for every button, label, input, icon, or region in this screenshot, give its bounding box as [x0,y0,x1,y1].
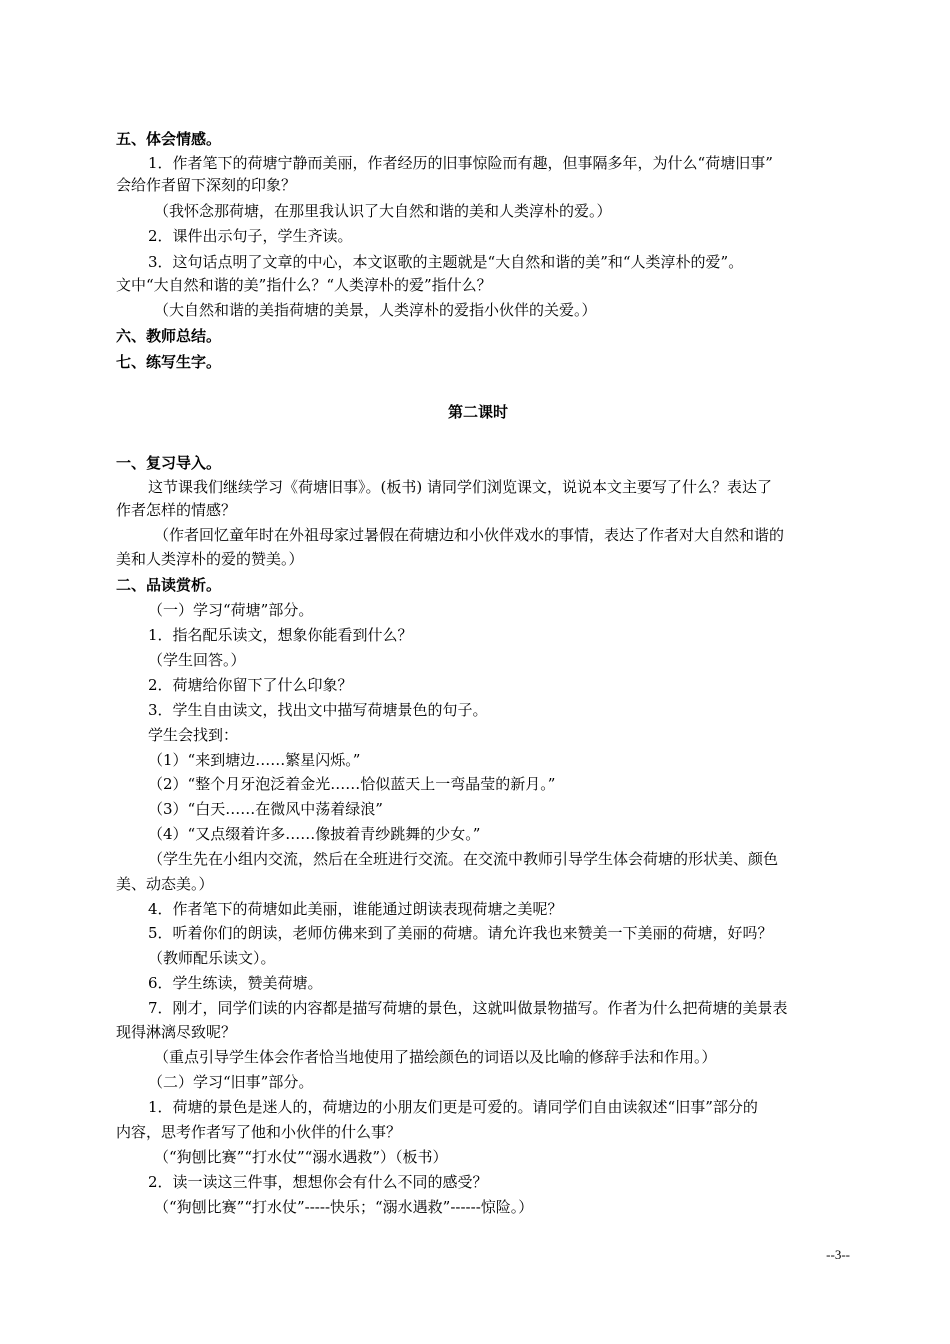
answer-note: （教师配乐读文）。 [148,949,276,967]
question: 5．听着你们的朗读，老师仿佛来到了美丽的荷塘。请允许我也来赞美一下美丽的荷塘，好吗？ [148,924,773,942]
question: 现得淋漓尽致呢？ [116,1023,237,1041]
section-seven-heading: 七、练写生字。 [116,353,222,371]
list-item: （2）“整个月牙泡泛着金光……恰似蓝天上一弯晶莹的新月。” [148,775,556,793]
paragraph: 2．课件出示句子，学生齐读。 [148,227,353,245]
question: 7．刚才，同学们读的内容都是描写荷塘的景色，这就叫做景物描写。作者为什么把荷塘的美景表 [148,999,788,1017]
paragraph: 3．这句话点明了文章的中心，本文讴歌的主题就是“大自然和谐的美”和“人类淳朴的爱”。 [148,253,744,271]
question: 内容，思考作者写了他和小伙伴的什么事？ [116,1123,402,1141]
section-two-heading: 二、品读赏析。 [116,576,222,594]
section-six-heading: 六、教师总结。 [116,327,222,345]
paragraph: 1．作者笔下的荷塘宁静而美丽，作者经历的旧事惊险而有趣，但事隔多年，为什么“荷塘旧事” [148,154,773,172]
question: 6．学生练读，赞美荷塘。 [148,974,323,992]
section-five-heading: 五、体会情感。 [116,130,222,148]
lesson-title: 第二课时 [447,403,508,421]
question: 3．学生自由读文，找出文中描写荷塘景色的句子。 [148,701,488,719]
answer-note: 美和人类淳朴的爱的赞美。） [116,550,304,568]
paragraph: 学生会找到： [148,726,239,744]
paragraph: 会给作者留下深刻的印象？ [116,176,297,194]
answer-note: （学生回答。） [148,651,246,669]
answer-note: （学生先在小组内交流，然后在全班进行交流。在交流中教师引导学生体会荷塘的形状美、颜色 [148,850,779,868]
question: 1．荷塘的景色是迷人的，荷塘边的小朋友们更是可爱的。请同学们自由读叙述“旧事”部分的 [148,1098,758,1116]
list-item: （1）“来到塘边……繁星闪烁。” [148,751,361,769]
answer-note: （作者回忆童年时在外祖母家过暑假在荷塘边和小伙伴戏水的事情，表达了作者对大自然和谐的 [154,526,785,544]
question: 1．指名配乐读文，想象你能看到什么？ [148,626,413,644]
answer-note: （“狗刨比赛”“打水仗”“溺水遇救”）（板书） [154,1148,448,1166]
paragraph: 这节课我们继续学习《荷塘旧事》。(板书) 请同学们浏览课文，说说本文主要写了什么？表达了 [148,478,772,496]
answer-note: （大自然和谐的美指荷塘的美景，人类淳朴的爱指小伙伴的关爱。） [154,301,597,319]
question: 4．作者笔下的荷塘如此美丽，谁能通过朗读表现荷塘之美呢？ [148,900,563,918]
paragraph: 作者怎样的情感？ [116,501,237,519]
section-one-heading: 一、复习导入。 [116,454,222,472]
list-item: （4）“又点缀着许多……像披着青纱跳舞的少女。” [148,825,481,843]
answer-note: （“狗刨比赛”“打水仗”-----快乐；“溺水遇救”------惊险。） [154,1198,534,1216]
answer-note: 美、动态美。） [116,875,214,893]
question: 2．荷塘给你留下了什么印象？ [148,676,353,694]
subsection-heading: （二）学习“旧事”部分。 [148,1073,314,1091]
paragraph: 文中“大自然和谐的美”指什么？“人类淳朴的爱”指什么？ [116,276,492,294]
list-item: （3）“白天……在微风中荡着绿浪” [148,800,383,818]
question: 2．读一读这三件事，想想你会有什么不同的感受？ [148,1173,488,1191]
answer-note: （重点引导学生体会作者恰当地使用了描绘颜色的词语以及比喻的修辞手法和作用。） [154,1048,717,1066]
answer-note: （我怀念那荷塘，在那里我认识了大自然和谐的美和人类淳朴的爱。） [154,202,612,220]
subsection-heading: （一）学习“荷塘”部分。 [148,601,314,619]
page-number: --3-- [826,1247,850,1262]
